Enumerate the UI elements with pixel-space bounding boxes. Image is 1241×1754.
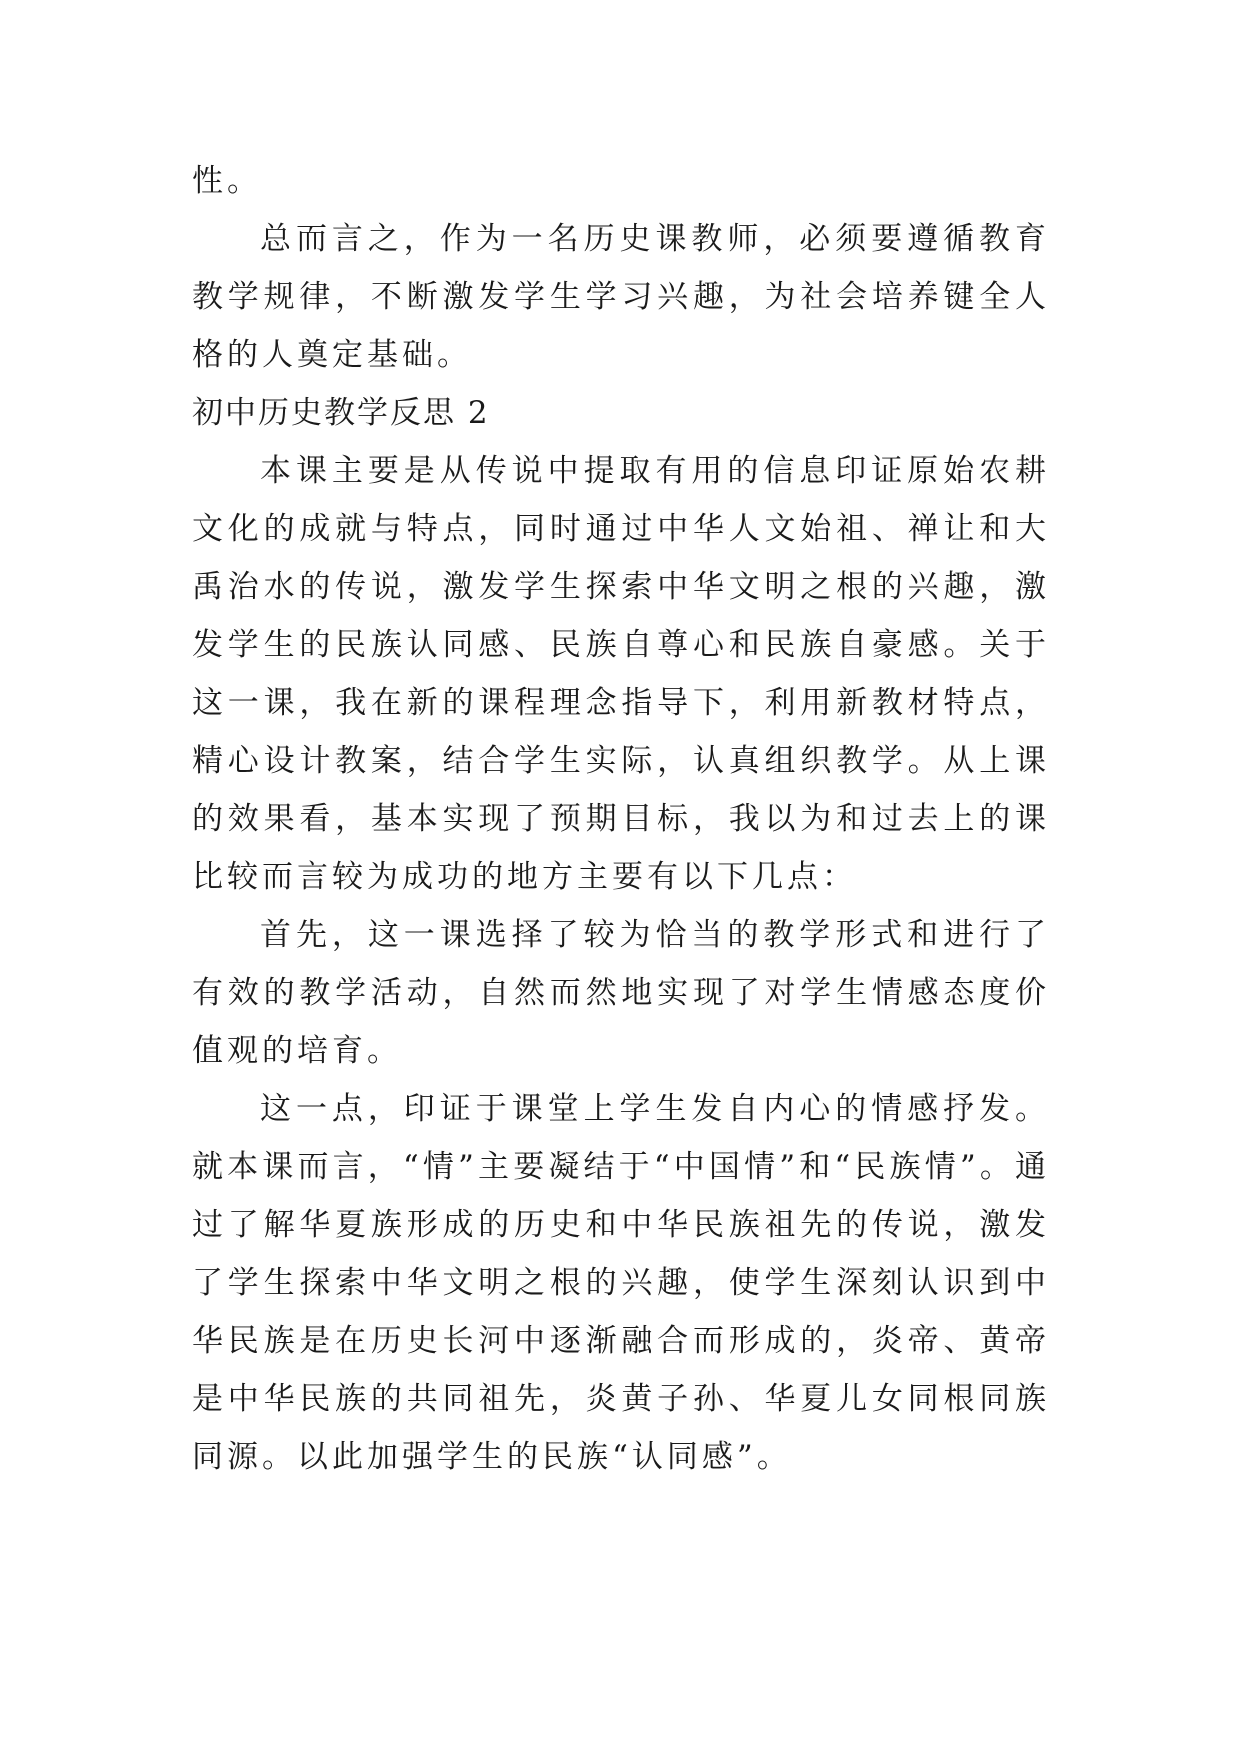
body-paragraph-2: 首先，这一课选择了较为恰当的教学形式和进行了有效的教学活动，自然而然地实现了对学生情感态度价值观的培育。 xyxy=(192,917,1050,1069)
body-paragraph-3: 这一点，印证于课堂上学生发自内心的情感抒发。就本课而言，“情”主要凝结于“中国情”和“民族情”。通过了解华夏族形成的历史和中华民族祖先的传说，激发了学生探索中华文明之根的兴趣，使学生深刻认识到中华民族是在历史长河中逐渐融合而形成的，炎帝、黄帝是中华民族的共同祖先，炎黄子孙、华夏儿女同根同族同源。以此加强学生的民族“认同感”。 xyxy=(192,1091,1050,1475)
document-page xyxy=(192,152,1050,1486)
conclusion-paragraph: 总而言之，作为一名历史课教师，必须要遵循教育教学规律，不断激发学生学习兴趣，为社会培养键全人格的人奠定基础。 xyxy=(192,221,1050,373)
section-title: 初中历史教学反思 2 xyxy=(192,395,490,431)
body-paragraph-1: 本课主要是从传说中提取有用的信息印证原始农耕文化的成就与特点，同时通过中华人文始祖、禅让和大禹治水的传说，激发学生探索中华文明之根的兴趣，激发学生的民族认同感、民族自尊心和民族自豪感。关于这一课，我在新的课程理念指导下，利用新教材特点，精心设计教案，结合学生实际，认真组织教学。从上课的效果看，基本实现了预期目标，我以为和过去上的课比较而言较为成功的地方主要有以下几点： xyxy=(192,453,1050,895)
continuation-text: 性。 xyxy=(192,163,262,199)
